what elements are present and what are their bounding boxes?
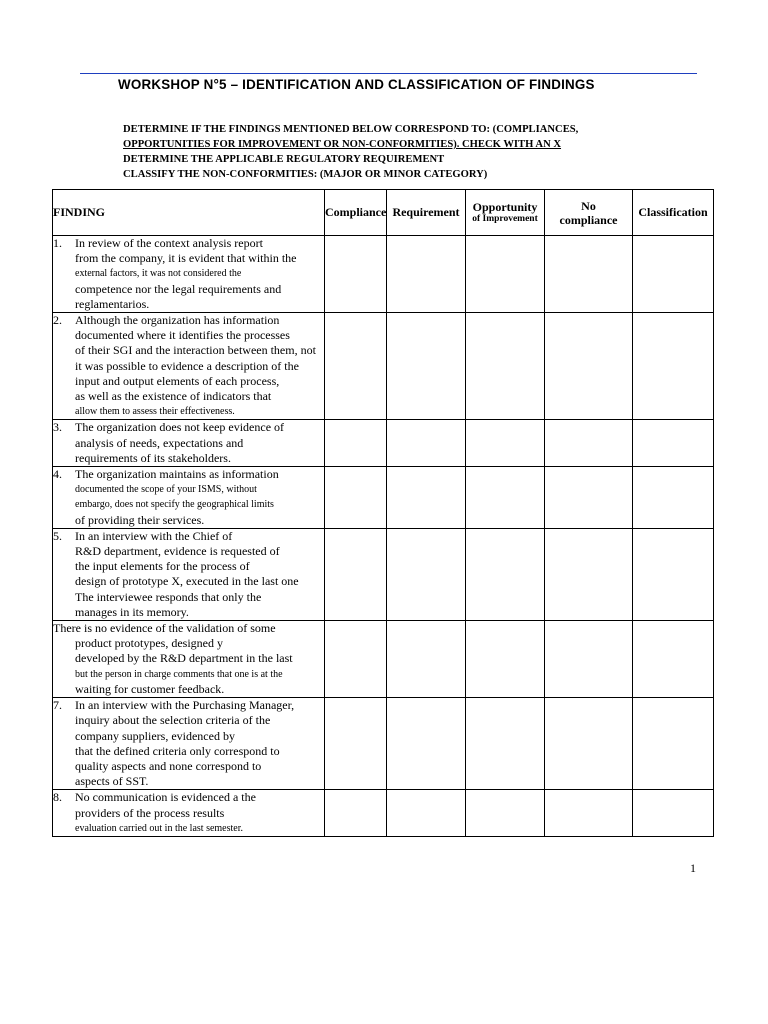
no-label: No	[581, 198, 596, 213]
requirement-cell[interactable]	[387, 313, 466, 420]
page-title: WORKSHOP N°5 – IDENTIFICATION AND CLASSIFICATION OF FINDINGS	[118, 77, 595, 92]
finding-line: There is no evidence of the validation of some	[53, 621, 276, 636]
finding-line: Although the organization has information	[75, 313, 280, 328]
requirement-cell[interactable]	[387, 420, 466, 467]
finding-cell	[53, 698, 325, 790]
finding-line: allow them to assess their effectiveness.	[75, 406, 235, 418]
opportunity-cell[interactable]	[466, 420, 545, 467]
finding-line: competence nor the legal requirements and	[75, 281, 282, 296]
no-sublabel: compliance	[559, 212, 618, 227]
table-row	[53, 528, 714, 620]
finding-line: In review of the context analysis report	[75, 236, 263, 250]
finding-line: The interviewee responds that only the	[75, 589, 262, 604]
finding-line: The organization maintains as information	[75, 467, 279, 482]
finding-line: aspects of SST.	[75, 774, 149, 789]
classification-cell[interactable]	[633, 621, 714, 698]
finding-line: manages in its memory.	[75, 604, 189, 619]
finding-line: analysis of needs, expectations and	[75, 435, 244, 450]
requirement-cell[interactable]	[387, 467, 466, 529]
classification-cell[interactable]	[633, 698, 714, 790]
classification-cell[interactable]	[633, 790, 714, 837]
compliance-cell[interactable]	[325, 467, 387, 529]
finding-line: of providing their services.	[75, 512, 205, 527]
compliance-cell[interactable]	[325, 420, 387, 467]
finding-number: 3.	[53, 420, 62, 435]
finding-line: product prototypes, designed y	[75, 636, 223, 651]
table-row	[53, 236, 714, 313]
instruction-text: CLASSIFY THE NON-CONFORMITIES: (MAJOR OR MINOR CATEGORY)	[123, 169, 488, 180]
col-header-classification: Classification	[633, 190, 714, 236]
finding-line: embargo, does not specify the geographical limits	[75, 499, 274, 511]
no-compliance-cell[interactable]	[545, 467, 633, 529]
compliance-cell[interactable]	[325, 313, 387, 420]
opportunity-cell[interactable]	[466, 621, 545, 698]
finding-line: of their SGI and the interaction between them, not	[75, 343, 316, 358]
requirement-cell[interactable]	[387, 236, 466, 313]
requirement-cell[interactable]	[387, 698, 466, 790]
col-header-finding: FINDING	[53, 190, 325, 236]
col-header-opportunity	[466, 190, 545, 236]
opportunity-label: Opportunity	[472, 200, 538, 214]
compliance-cell[interactable]	[325, 790, 387, 837]
finding-line: but the person in charge comments that one is at the	[75, 668, 283, 680]
finding-line: waiting for customer feedback.	[75, 681, 225, 696]
no-compliance-cell[interactable]	[545, 621, 633, 698]
table-row	[53, 621, 714, 698]
table-row	[53, 467, 714, 529]
opportunity-cell[interactable]	[466, 698, 545, 790]
opportunity-sublabel: of Improvement	[472, 214, 538, 224]
finding-line: design of prototype X, executed in the last one	[75, 574, 299, 589]
compliance-cell[interactable]	[325, 528, 387, 620]
finding-cell	[53, 790, 325, 837]
compliance-cell[interactable]	[325, 621, 387, 698]
finding-cell	[53, 236, 325, 313]
finding-line: that the defined criteria only correspond to	[75, 743, 280, 758]
finding-cell	[53, 467, 325, 529]
finding-line: from the company, it is evident that within the	[75, 251, 297, 266]
no-compliance-cell[interactable]	[545, 313, 633, 420]
finding-cell	[53, 313, 325, 420]
table-row	[53, 313, 714, 420]
finding-line: The organization does not keep evidence of	[75, 420, 285, 435]
classification-cell[interactable]	[633, 420, 714, 467]
finding-number: 7.	[53, 698, 62, 713]
finding-cell	[53, 528, 325, 620]
finding-number: 1.	[53, 236, 62, 250]
requirement-cell[interactable]	[387, 790, 466, 837]
opportunity-cell[interactable]	[466, 528, 545, 620]
finding-line: providers of the process results	[75, 805, 225, 820]
instruction-text: DETERMINE THE APPLICABLE REGULATORY REQUIREMENT	[123, 154, 445, 165]
table-row	[53, 420, 714, 467]
table-header-row	[53, 190, 714, 236]
finding-number: 5.	[53, 528, 62, 543]
classification-cell[interactable]	[633, 313, 714, 420]
opportunity-cell[interactable]	[466, 467, 545, 529]
classification-cell[interactable]	[633, 528, 714, 620]
opportunity-cell[interactable]	[466, 790, 545, 837]
finding-line: requirements of its stakeholders.	[75, 450, 231, 465]
instruction-item	[102, 167, 722, 182]
finding-cell	[53, 621, 325, 698]
finding-line: documented where it identifies the processes	[75, 328, 290, 343]
instructions-list	[102, 122, 722, 182]
finding-number: 4.	[53, 467, 62, 482]
finding-line: No communication is evidenced a the	[75, 790, 256, 805]
finding-line: documented the scope of your ISMS, without	[75, 484, 257, 496]
instruction-item	[102, 152, 722, 167]
col-header-no-compliance	[545, 190, 633, 236]
compliance-cell[interactable]	[325, 236, 387, 313]
finding-line: external factors, it was not considered the	[75, 268, 242, 280]
compliance-cell[interactable]	[325, 698, 387, 790]
instruction-text-continued: OPPORTUNITIES FOR IMPROVEMENT OR NON-CONFORMITIES). CHECK WITH AN X	[123, 139, 562, 150]
opportunity-cell[interactable]	[466, 236, 545, 313]
no-compliance-cell[interactable]	[545, 236, 633, 313]
finding-line: R&D department, evidence is requested of	[75, 544, 280, 559]
col-header-requirement: Requirement	[387, 190, 466, 236]
finding-line: evaluation carried out in the last semester.	[75, 822, 243, 834]
requirement-cell[interactable]	[387, 621, 466, 698]
requirement-cell[interactable]	[387, 528, 466, 620]
table-row	[53, 698, 714, 790]
finding-line: reglamentarios.	[75, 296, 150, 311]
finding-line: as well as the existence of indicators that	[75, 389, 272, 404]
finding-line: quality aspects and none correspond to	[75, 758, 262, 773]
col-header-compliance: Compliance	[325, 190, 387, 236]
finding-line: company suppliers, evidenced by	[75, 728, 235, 743]
finding-cell	[53, 420, 325, 467]
opportunity-cell[interactable]	[466, 313, 545, 420]
no-compliance-cell[interactable]	[545, 528, 633, 620]
finding-line: In an interview with the Purchasing Manager,	[75, 698, 295, 713]
findings-table	[52, 189, 714, 837]
finding-number: 8.	[53, 790, 62, 805]
table-row	[53, 790, 714, 837]
no-compliance-cell[interactable]	[545, 790, 633, 837]
finding-line: developed by the R&D department in the last	[75, 651, 293, 666]
instruction-item	[102, 122, 722, 137]
page-number: 1	[690, 861, 696, 875]
classification-cell[interactable]	[633, 467, 714, 529]
no-compliance-cell[interactable]	[545, 698, 633, 790]
finding-line: the input elements for the process of	[75, 559, 250, 574]
instruction-text: DETERMINE IF THE FINDINGS MENTIONED BELOW CORRESPOND TO: (COMPLIANCES,	[123, 124, 579, 135]
finding-number: 2.	[53, 313, 62, 328]
finding-line: inquiry about the selection criteria of the	[75, 713, 271, 728]
no-compliance-cell[interactable]	[545, 420, 633, 467]
header-rule	[80, 73, 697, 74]
finding-line: it was possible to evidence a description of the	[75, 358, 299, 373]
classification-cell[interactable]	[633, 236, 714, 313]
finding-line: In an interview with the Chief of	[75, 528, 233, 543]
finding-line: input and output elements of each process,	[75, 373, 280, 388]
